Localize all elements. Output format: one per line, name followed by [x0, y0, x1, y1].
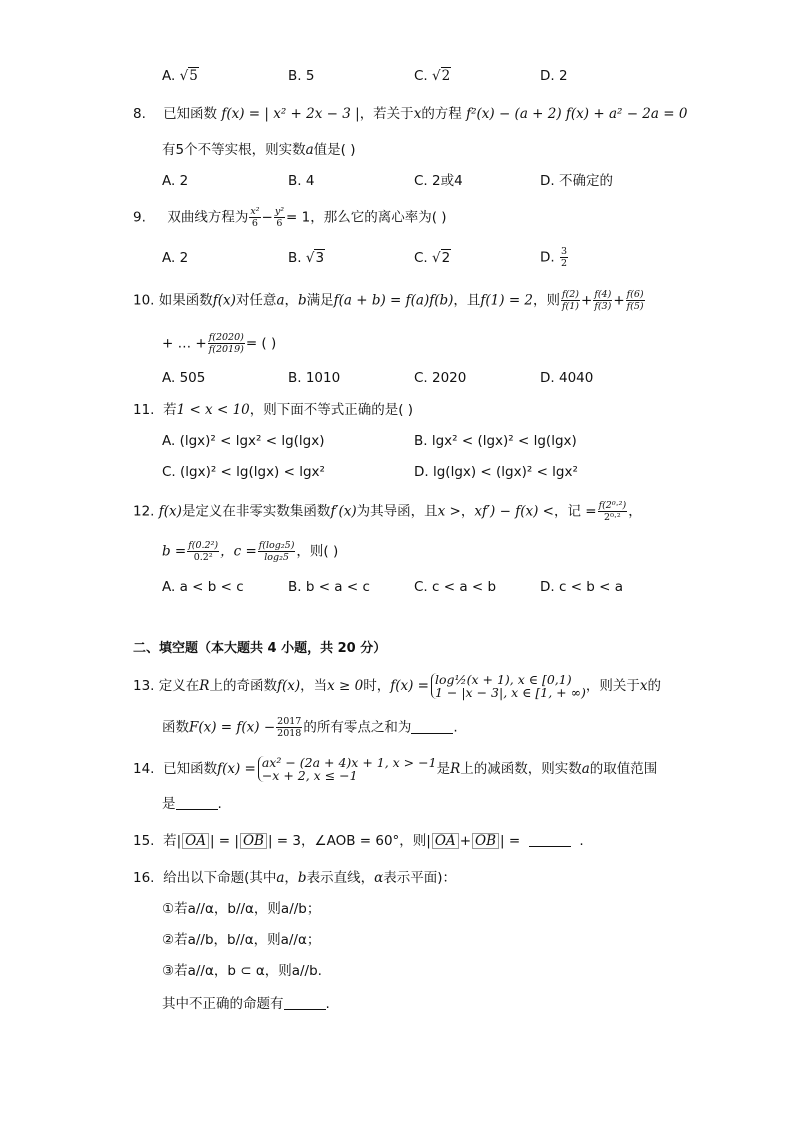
q7-option-a: A. √5	[162, 68, 198, 84]
q15-answer-blank[interactable]	[529, 832, 571, 847]
q15-stem: 15. 若| OA | = | OB | = 3，∠AOB = 60°，则| OA + OB | = .	[133, 833, 584, 849]
q11-stem: 11. 若1 < x < 10，则下面不等式正确的是( )	[133, 402, 414, 418]
q9-option-a: A. 2	[162, 250, 189, 266]
q13-stem: 13. 定义在R上的奇函数f(x)，当x ≥ 0时，f(x) = log½(x + 1), x ∈ [0,1) 1 − |x − 3|, x ∈ [1, + ∞) ，则关于x的	[133, 672, 662, 700]
q10-option-c: C. 2020	[414, 370, 467, 386]
q16-proposition-2: ②若a//b，b//α，则a//α；	[162, 932, 321, 948]
q16-proposition-1: ①若a//α，b//α，则a//b；	[162, 901, 321, 917]
q8-stem-line2: 有5个不等实根，则实数a值是( )	[162, 142, 356, 158]
q8-option-b: B. 4	[288, 173, 315, 189]
q12-option-b: B. b < a < c	[288, 579, 370, 595]
q7-option-c: C. √2	[414, 68, 451, 84]
q14-stem-line2: 是 .	[162, 796, 222, 812]
q12-option-c: C. c < a < b	[414, 579, 497, 595]
q9-option-c: C. √2	[414, 250, 451, 266]
q8-option-c: C. 2或4	[414, 173, 463, 189]
q9-option-d: D. $\frac{3}{2}$	[540, 246, 568, 269]
q14-answer-blank[interactable]	[176, 795, 218, 810]
q16-proposition-3: ③若a//α，b ⊂ α，则a//b.	[162, 963, 322, 979]
q9-stem: 9. 双曲线方程为 $\frac{\text{x²}}{6}$ − $\frac{\text{y²}}{6}$ = 1，那么它的离心率为( )	[133, 206, 447, 229]
q9-option-b: B. √3	[288, 250, 325, 266]
q12-stem-line2: b = $\frac{\text{f(0.2²)}}{\text{0.2²}}$ ，c = $\frac{\text{f(log₂5)}}{\text{log₂5}}$ ，则( )	[162, 540, 339, 563]
q10-option-a: A. 505	[162, 370, 206, 386]
q13-answer-blank[interactable]	[411, 719, 453, 734]
q12-option-d: D. c < b < a	[540, 579, 624, 595]
q11-option-a: A. (lgx)² < lgx² < lg(lgx)	[162, 433, 325, 449]
q16-stem: 16. 给出以下命题(其中a，b表示直线，α表示平面)：	[133, 870, 456, 886]
q14-stem: 14. 已知函数f(x) = ax² − (2a + 4)x + 1, x > −1 −x + 2, x ≤ −1 是R上的减函数，则实数a的取值范围	[133, 755, 658, 783]
q11-option-b: B. lgx² < (lgx)² < lg(lgx)	[414, 433, 577, 449]
q8-option-d: D. 不确定的	[540, 173, 613, 189]
q10-stem: 10. 如果函数f(x)对任意a，b满足f(a + b) = f(a)f(b)，且f(1) = 2，则 $\frac{f(2)}{f(1)}$ + $\frac{f(4)}{f(3)}$ + $\frac{f(6)}{f(5)}$	[133, 289, 644, 312]
q16-answer-blank[interactable]	[284, 995, 326, 1010]
q8-stem: 8. 已知函数 f(x) = | x² + 2x − 3 |，若关于x的方程 f²(x) − (a + 2) f(x) + a² − 2a = 0	[133, 106, 688, 122]
q7-option-b: B. 5	[288, 68, 315, 84]
q8-option-a: A. 2	[162, 173, 189, 189]
q12-option-a: A. a < b < c	[162, 579, 244, 595]
q11-option-d: D. lg(lgx) < (lgx)² < lgx²	[414, 464, 578, 480]
q10-stem-line2: + … + $\frac{f(2020)}{f(2019)}$ = ( )	[162, 332, 277, 355]
q10-option-b: B. 1010	[288, 370, 341, 386]
q16-question: 其中不正确的命题有 .	[162, 996, 330, 1012]
q13-stem-line2: 函数F(x) = f(x) − $\frac{2017}{2018}$ 的所有零点之和为 .	[162, 716, 458, 739]
q11-option-c: C. (lgx)² < lg(lgx) < lgx²	[162, 464, 325, 480]
q7-option-d: D. 2	[540, 68, 568, 84]
section-title: 二、填空题（本大题共 4 小题，共 20 分）	[133, 641, 387, 656]
q12-stem: 12. f(x)是定义在非零实数集函数f′(x)为其导函，且x >，xf′) − f(x) <，记 = $\frac{\text{f(2⁰·²)}}{\text{2⁰·²}}$ ，	[133, 500, 642, 523]
q10-option-d: D. 4040	[540, 370, 594, 386]
